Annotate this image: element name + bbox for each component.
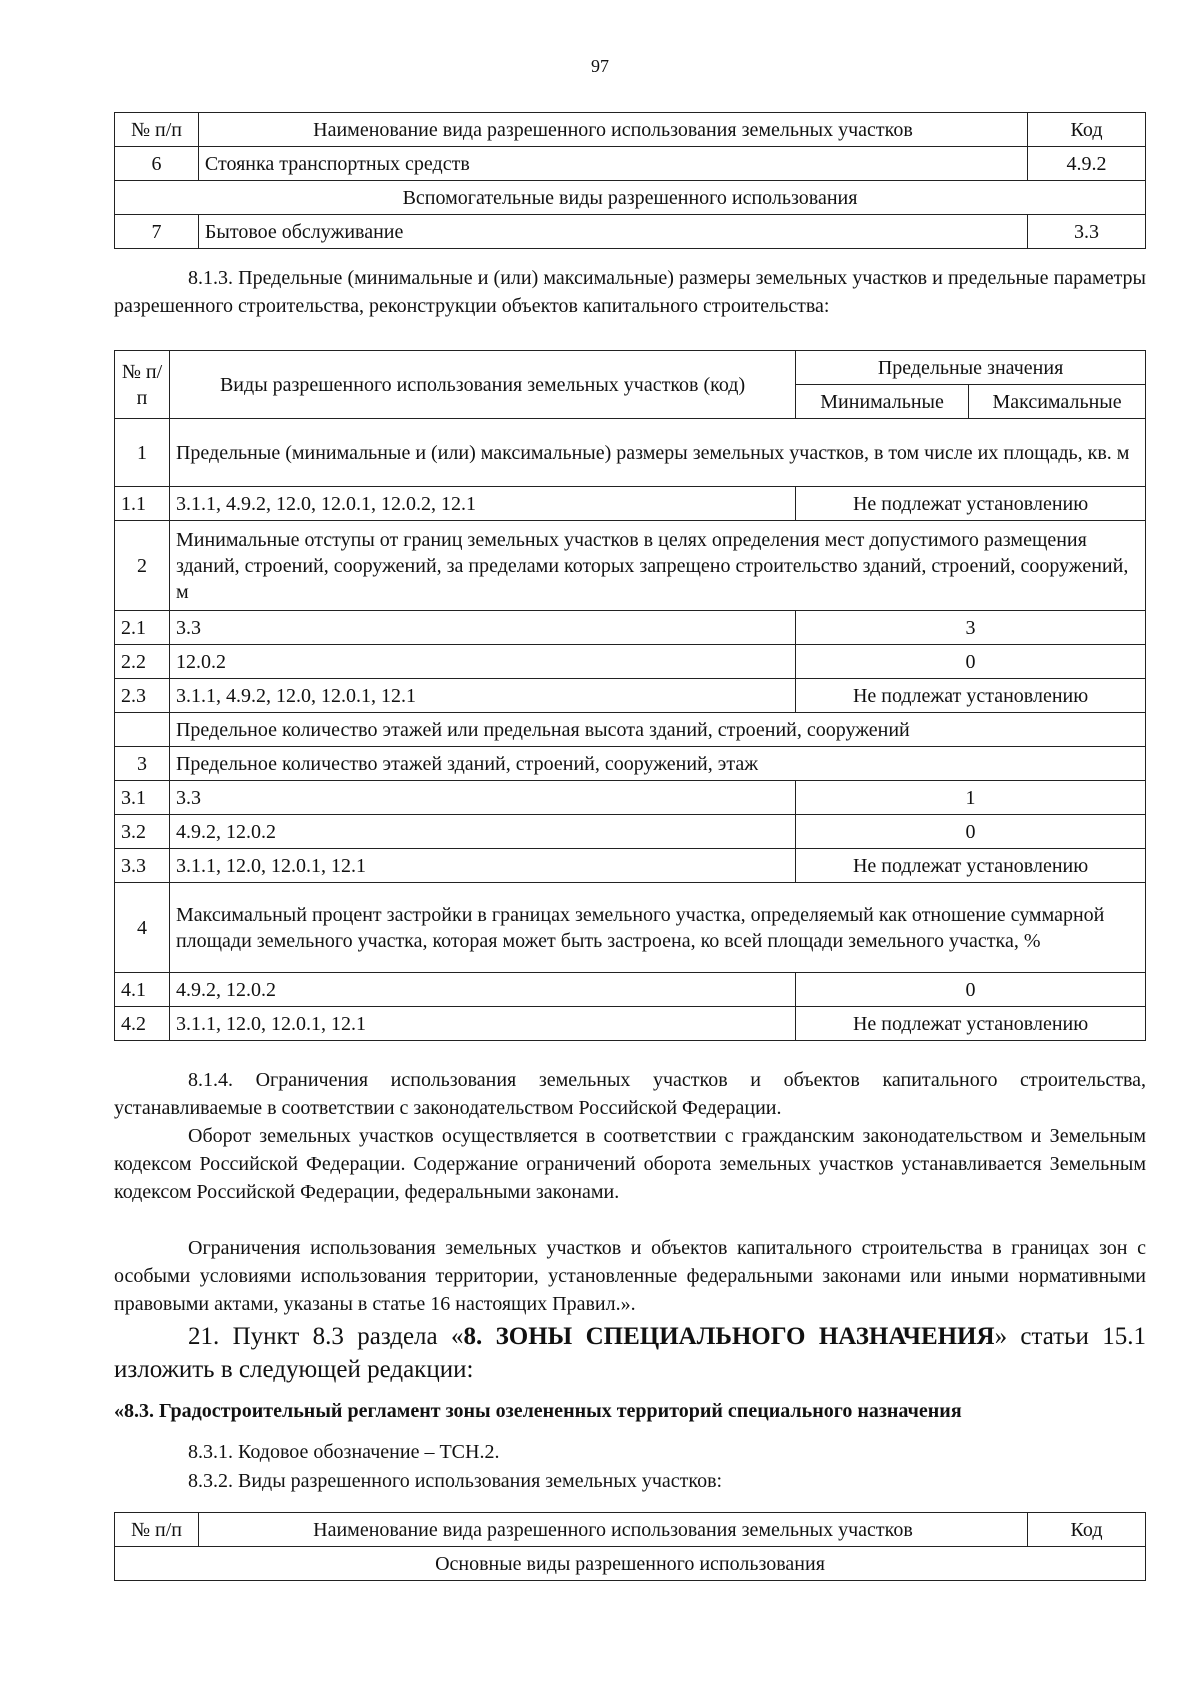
row-codes: 3.1.1, 12.0, 12.0.1, 12.1 — [169, 1007, 795, 1041]
land-use-table-top — [114, 112, 1146, 249]
row-text: Максимальный процент застройки в границах земельного участка, определяемый как отношение суммарной площади земельного участка, которая может быть застроена, ко всей площади земельного участка, % — [169, 883, 1145, 973]
table-row — [115, 747, 1146, 781]
row-num: 4.2 — [115, 1007, 170, 1041]
row-num: 4.1 — [115, 973, 170, 1007]
table-row — [115, 1007, 1146, 1041]
row-num: 2.2 — [115, 645, 170, 679]
row-text: Предельное количество этажей зданий, строений, сооружений, этаж — [169, 747, 1145, 781]
table-row — [115, 147, 1146, 181]
table-row — [115, 973, 1146, 1007]
row-value: 3 — [796, 611, 1146, 645]
row-text: Предельные (минимальные и (или) максимальные) размеры земельных участков, в том числе их площадь, кв. м — [169, 419, 1145, 487]
header-code: Код — [1028, 113, 1146, 147]
row-num: 2.3 — [115, 679, 170, 713]
header-max: Максимальные — [969, 385, 1146, 419]
row-code: 3.3 — [1028, 215, 1146, 249]
row-code: 4.9.2 — [1028, 147, 1146, 181]
header-types: Виды разрешенного использования земельных участков (код) — [169, 351, 795, 419]
row-num: 3.3 — [115, 849, 170, 883]
row-num: 3.1 — [115, 781, 170, 815]
table-header-row — [115, 351, 1146, 385]
row-num: 3.2 — [115, 815, 170, 849]
row-num: 6 — [115, 147, 199, 181]
row-value: 0 — [796, 815, 1146, 849]
table-row — [115, 883, 1146, 973]
row-name: Стоянка транспортных средств — [198, 147, 1027, 181]
table-row — [115, 419, 1146, 487]
paragraph-8-1-4: 8.1.4. Ограничения использования земельных участков и объектов капитального строительства, устанавливаемые в соответствии с законодательством Российской Федерации. — [114, 1069, 1146, 1119]
table-row — [115, 487, 1146, 521]
limits-table — [114, 350, 1146, 1041]
row-name: Бытовое обслуживание — [198, 215, 1027, 249]
section-row — [115, 181, 1146, 215]
row-value: 1 — [796, 781, 1146, 815]
header-name: Наименование вида разрешенного использования земельных участков — [198, 113, 1027, 147]
row-num: 1 — [115, 419, 170, 487]
row-value: Не подлежат установлению — [796, 487, 1146, 521]
header-name: Наименование вида разрешенного использования земельных участков — [198, 1513, 1027, 1547]
row-num: 2.1 — [115, 611, 170, 645]
row-num: 2 — [115, 521, 170, 611]
table-row — [115, 815, 1146, 849]
table-row — [115, 679, 1146, 713]
row-codes: 3.1.1, 4.9.2, 12.0, 12.0.1, 12.0.2, 12.1 — [169, 487, 795, 521]
row-codes: 4.9.2, 12.0.2 — [169, 815, 795, 849]
row-value: Не подлежат установлению — [796, 1007, 1146, 1041]
page-number: 97 — [591, 56, 609, 76]
row-codes: 4.9.2, 12.0.2 — [169, 973, 795, 1007]
table-row — [115, 713, 1146, 747]
row-value: Не подлежат установлению — [796, 849, 1146, 883]
row-num: 7 — [115, 215, 199, 249]
header-num: № п/п — [115, 351, 170, 419]
row-codes: 12.0.2 — [169, 645, 795, 679]
row-text: Минимальные отступы от границ земельных участков в целях определения мест допустимого размещения зданий, строений, сооружений, за пределами которых запрещено строительство зданий, строений, сооружений, м — [169, 521, 1145, 611]
section-row — [115, 1547, 1146, 1581]
table-row — [115, 645, 1146, 679]
line-8-3-1: 8.3.1. Кодовое обозначение – ТСН.2. — [188, 1441, 500, 1463]
line-8-3-2: 8.3.2. Виды разрешенного использования земельных участков: — [188, 1470, 723, 1492]
row-num-empty — [115, 713, 170, 747]
row-num: 1.1 — [115, 487, 170, 521]
table-header-row — [115, 1513, 1146, 1547]
land-use-table-bottom — [114, 1512, 1146, 1581]
table-header-row — [115, 113, 1146, 147]
table-row — [115, 215, 1146, 249]
header-min: Минимальные — [796, 385, 969, 419]
row-value: 0 — [796, 973, 1146, 1007]
table-row — [115, 781, 1146, 815]
row-value: 0 — [796, 645, 1146, 679]
item-21: 21. Пункт 8.3 раздела «8. ЗОНЫ СПЕЦИАЛЬНОГО НАЗНАЧЕНИЯ» статьи 15.1 изложить в следующей редакции: — [114, 1323, 1146, 1383]
row-codes: 3.3 — [169, 611, 795, 645]
heading-8-3: «8.3. Градостроительный регламент зоны озелененных территорий специального назначения — [114, 1400, 962, 1422]
table-row — [115, 611, 1146, 645]
aux-section-title: Вспомогательные виды разрешенного использования — [115, 181, 1146, 215]
paragraph-limits: Ограничения использования земельных участков и объектов капитального строительства в границах зон с особыми условиями использования территории, установленные федеральными законами или иными нормативными правовыми актами, указаны в статье 16 настоящих Правил.». — [114, 1237, 1146, 1315]
row-codes: 3.3 — [169, 781, 795, 815]
row-value: Не подлежат установлению — [796, 679, 1146, 713]
header-code: Код — [1028, 1513, 1146, 1547]
row-codes: 3.1.1, 12.0, 12.0.1, 12.1 — [169, 849, 795, 883]
header-num: № п/п — [115, 1513, 199, 1547]
row-codes: 3.1.1, 4.9.2, 12.0, 12.0.1, 12.1 — [169, 679, 795, 713]
table-row — [115, 849, 1146, 883]
header-num: № п/п — [115, 113, 199, 147]
row-num: 3 — [115, 747, 170, 781]
table-row — [115, 521, 1146, 611]
main-section-title: Основные виды разрешенного использования — [115, 1547, 1146, 1581]
paragraph-8-1-3: 8.1.3. Предельные (минимальные и (или) максимальные) размеры земельных участков и предельные параметры разрешенного строительства, реконструкции объектов капитального строительства: — [114, 267, 1146, 317]
row-text: Предельное количество этажей или предельная высота зданий, строений, сооружений — [169, 713, 1145, 747]
header-limits: Предельные значения — [796, 351, 1146, 385]
paragraph-turnover: Оборот земельных участков осуществляется в соответствии с гражданским законодательством и Земельным кодексом Российской Федерации. Содержание ограничений оборота земельных участков устанавливается Земельным кодексом Российской Федерации, федеральными законами. — [114, 1125, 1146, 1203]
row-num: 4 — [115, 883, 170, 973]
